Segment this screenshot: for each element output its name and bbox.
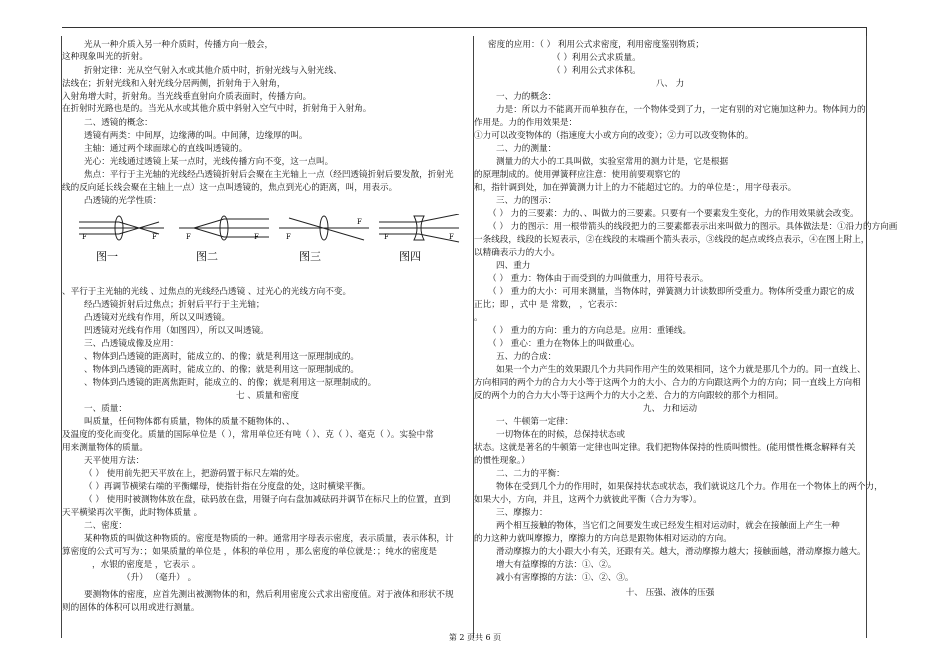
text-line: 天平横梁再次平衡，此时物体质量 。	[62, 508, 203, 518]
right-column	[474, 36, 898, 638]
text-line: 物体在受到几个力的作用时，如果保持状态或状态，我们就说这几个力。作用在一个物体上的两个力，	[496, 482, 883, 492]
section-heading: 二、二力的平衡：	[496, 469, 565, 479]
text-line: 入射角增大时，折射角。当光线垂直射向介质表面时，传播方向。	[62, 92, 312, 102]
text-line: 天平使用方法：	[84, 456, 145, 466]
text-line: 作用是。力的作用效果是：	[474, 118, 578, 128]
text-line: 测量力的大小的工具叫做，实验室常用的测力计是，它是根据	[496, 157, 729, 167]
text-line: 正比；即 ，式中 是 常数， ，它表示：	[474, 300, 623, 310]
svg-text:F: F	[186, 233, 191, 241]
text-line: 主轴：通过两个球面球心的直线叫透镜的。	[84, 144, 248, 154]
text-line: 的力这种力就叫摩擦力，摩擦力的方向总是跟物体相对运动的方向。	[474, 534, 732, 544]
text-line: 凸透镜对光线有作用，所以又叫透镜。	[84, 313, 231, 323]
text-line: 某种物质的叫做这种物质的。密度是物质的一种。通常用字母表示密度，表示质量，表示体积，计	[84, 534, 454, 544]
text-line: 凸透镜的光学性质：	[84, 196, 162, 206]
section-heading: 一、质量：	[84, 404, 127, 414]
svg-text:F: F	[152, 233, 157, 241]
figure-label: 图二	[196, 250, 218, 263]
svg-text:F: F	[357, 218, 362, 226]
lens-diagrams	[74, 214, 464, 264]
figure-2-convex-lens-focus	[179, 216, 269, 241]
chapter-heading: 七 、质量和密度	[236, 391, 299, 401]
section-heading: 一、力的概念：	[496, 92, 557, 102]
section-heading: 三、摩擦力：	[496, 508, 548, 518]
text-line: （ ） 力的图示：用一根带箭头的线段把力的三要素都表示出来叫做力的图示。具体做法是：①沿力的方向画	[488, 222, 898, 232]
text-line: 则的固体的体积可以用或进行测量。	[62, 603, 200, 613]
text-line: 及温度的变化而变化。质量的国际单位是（ ），常用单位还有吨（ ）、克（ ）、毫克（ ）。实验中常	[62, 430, 434, 440]
svg-text:F: F	[286, 233, 291, 241]
text-line: 用来测量物体的质量。	[62, 443, 148, 453]
figure-label: 图四	[399, 250, 421, 263]
section-heading: 二、透镜的概念：	[84, 118, 153, 128]
text-line: 如果大小，方向，并且，这两个力就彼此平衡（合力为零）。	[474, 495, 702, 505]
text-line: 减小有害摩擦的方法：①、②、③。	[496, 573, 634, 583]
text-line: 、平行于主光轴的光线 、过焦点的光线经凸透镜 、过光心的光线方向不变。	[62, 287, 352, 297]
text-line: （ ） 力的三要素：力的、、叫做力的三要素。只要有一个要素发生变化，力的作用效果就会改变。	[488, 209, 859, 219]
svg-text:F: F	[449, 233, 454, 241]
text-line: （ ） 使用时被测物体放在盘，砝码放在盘，用镊子向右盘加减砝码并调节在标尺上的位置，直到	[84, 495, 451, 505]
section-heading: 三、凸透镜成像及应用：	[84, 339, 179, 349]
left-column	[61, 36, 474, 638]
text-line: 的原理制成的。使用弹簧秤应注意：使用前要观察它的	[474, 170, 681, 180]
chapter-heading: 十、 压强、液体的压强	[625, 588, 715, 598]
text-line: （ ）利用公式求体积。	[552, 66, 641, 76]
section-heading: 三、力的图示：	[496, 196, 557, 206]
text-line: 算密度的公式可写为：；如果质量的单位是 ，体积的单位用 ，那么密度的单位就是：；纯水的密度是	[62, 547, 437, 557]
text-line: 力是：所以力不能离开而单独存在，一个物体受到了力，一定有别的对它施加这种力。物体间力的	[496, 105, 866, 115]
text-line: 密度的应用：（ ） 利用公式求密度，利用密度鉴别物质；	[488, 40, 705, 50]
chapter-heading: 八、 力	[655, 79, 685, 89]
text-line: 的惯性现象。）	[474, 456, 530, 466]
text-line: 透镜有两类：中间厚，边缘薄的叫。中间薄，边缘厚的叫。	[84, 131, 308, 141]
text-line: ，水银的密度是 ，它表示 。	[92, 560, 201, 570]
text-line: 增大有益摩擦的方法：①、②。	[496, 560, 617, 570]
svg-text:F: F	[82, 233, 87, 241]
text-line: 法线在；折射光线和入射光线分居两侧，折射角于入射角，	[62, 79, 286, 89]
text-line: 。	[474, 313, 483, 323]
section-heading: 四、重力	[496, 261, 531, 271]
text-line: 方向相同的两个力的合力大小等于这两个力的大小、合力的方向跟这两个力的方向；同一直线上方向相	[474, 378, 861, 388]
text-line: 以精确表示力的大小。	[474, 248, 560, 258]
section-heading: 五、力的合成：	[496, 352, 557, 362]
text-line: （ ）利用公式求质量。	[552, 53, 641, 63]
text-line: 一切物体在的时候，总保持状态或	[496, 430, 625, 440]
section-heading: 二、密度：	[84, 521, 127, 531]
svg-text:F: F	[254, 233, 259, 241]
text-line: 滑动摩擦力的大小跟大小有关，还跟有关。越大，滑动摩擦力越大；接触面越，滑动摩擦力越大。	[496, 547, 866, 557]
text-line: 线的反向延长线会聚在主轴上一点）这一点叫透镜的，焦点到光心的距离，叫，用表示。	[62, 183, 398, 193]
text-line: 焦点：平行于主光轴的光线经凸透镜折射后会聚在主光轴上一点（经凹透镜折射后要发散，折射光	[84, 170, 454, 180]
text-line: ①力可以改变物体的（指速度大小或方向的改变）；②力可以改变物体的。	[474, 131, 754, 141]
text-line: （ ） 重力的方向：重力的方向总是。应用：重锤线。	[488, 326, 692, 336]
text-line: 和，指针调到处，加在弹簧测力计上的力不能超过它的。力的单位是：，用字母表示。	[474, 183, 797, 193]
text-line: 如果一个力产生的效果跟几个力共同作用产生的效果相同，这个力就是那几个力的。同一直线上、	[496, 365, 866, 375]
text-line: 、物体到凸透镜的距离时，能成立的、的像；就是利用这一原理制成的。	[84, 352, 360, 362]
text-line: 经凸透镜折射后过焦点；折射后平行于主光轴；	[84, 300, 265, 310]
text-line: （ ）再调节横梁右端的平衡螺母，使指针指在分度盘的处，这时横梁平衡。	[84, 482, 371, 492]
text-line: 反的两个力的合力大小等于这两个力的大小之差、合力的方向跟较的那个力相同。	[474, 391, 784, 401]
section-heading: 一、牛顿第一定律：	[496, 417, 574, 427]
top-rule	[62, 27, 867, 28]
text-line: （ ） 重力的大小：可用来测量，当物体时，弹簧测力计读数即所受重力。物体所受重力跟它的成	[488, 287, 855, 297]
text-line: 要测物体的密度，应首先测出被测物体的和，然后利用密度公式求出密度值。对于液体和形状不规	[84, 590, 454, 600]
text-line: 光心：光线通过透镜上某一点时，光线传播方向不变，这一点叫。	[84, 157, 334, 167]
text-line: 两个相互接触的物体，当它们之间要发生或已经发生相对运动时，就会在接触面上产生一种	[496, 521, 840, 531]
text-line: 光从一种介质入另一种介质时，传播方向一般会，	[84, 40, 274, 50]
text-line: 在折射时光路也是的。当光从水或其他介质中斜射入空气中时，折射角于入射角。	[62, 104, 372, 114]
figure-4-concave-lens	[379, 214, 459, 242]
text-line: （ ） 重力：物体由于而受到的力叫做重力，用符号表示。	[488, 274, 709, 284]
text-line: （ ） 使用前先把天平放在上，把游码置于标尺左端的处。	[84, 469, 305, 479]
section-heading: 二、力的测量：	[496, 144, 557, 154]
figure-label: 图一	[96, 250, 118, 263]
text-line: （升） （毫升） 。	[122, 573, 197, 583]
text-line: 这种现象叫光的折射。	[62, 52, 148, 62]
figure-3-convex-lens-center	[279, 216, 369, 241]
svg-text:F: F	[384, 233, 389, 241]
text-line: 凹透镜对光线有作用（如图四），所以又叫透镜。	[84, 326, 269, 336]
page-footer: 第 2 页共 6 页	[448, 633, 502, 642]
text-line: 一条线段，线段的长短表示，②在线段的末端画个箭头表示，③线段的起点或终点表示，④在图上附上，	[474, 235, 870, 245]
text-line: 折射定律：光从空气射入水或其他介质中时，折射光线与入射光线、	[84, 66, 342, 76]
text-line: （ ） 重心：重力在物体上的叫做重心。	[488, 339, 640, 349]
text-line: 状态。这就是著名的牛顿第一定律也叫定律。我们把物体保持的性质叫惯性。(能用惯性概念解释有关	[474, 443, 856, 453]
text-line: 、物体到凸透镜的距离焦距时，能成立的、的像；就是利用这一原理制成的。	[84, 378, 377, 388]
text-line: 叫质量，任何物体都有质量，物体的质量不随物体的、、	[84, 417, 295, 427]
figure-label: 图三	[299, 250, 321, 263]
chapter-heading: 九、 力和运动	[642, 404, 698, 414]
figure-1-convex-lens-parallel	[79, 216, 164, 241]
text-line: 、物体到凸透镜的距离时，能成立的、的像；就是利用这一原理制成的。	[84, 365, 360, 375]
